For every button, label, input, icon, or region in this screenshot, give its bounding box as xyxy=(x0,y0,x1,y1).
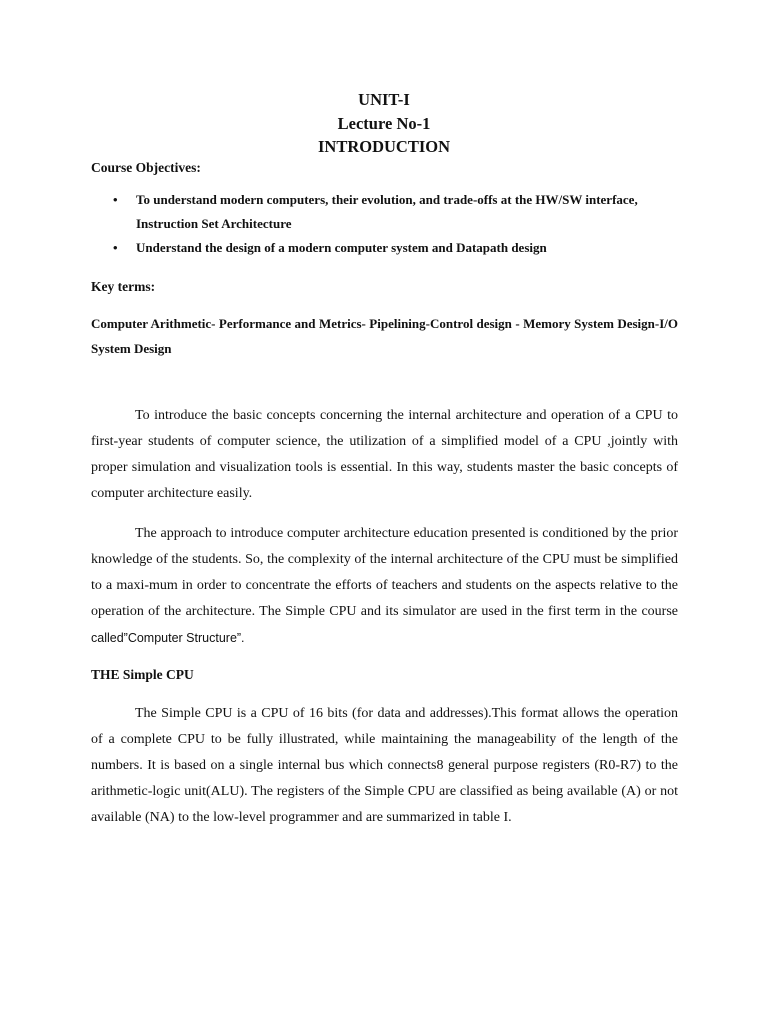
section-title: INTRODUCTION xyxy=(317,137,451,156)
simple-cpu-heading: THE Simple CPU xyxy=(91,667,194,682)
key-terms-heading: Key terms: xyxy=(91,279,156,294)
list-item xyxy=(91,188,691,236)
course-name-text: called”Computer Structure”. xyxy=(91,631,245,645)
key-terms-text: Computer Arithmetic- Performance and Metrics- Pipelining-Control design - Memory System Design-I/O System Design xyxy=(91,316,678,356)
bullet-icon: • xyxy=(113,192,118,207)
page-title-block xyxy=(0,88,768,159)
intro-paragraph xyxy=(91,403,678,507)
objective-text: To understand modern computers, their evolution, and trade-offs at the HW/SW interface, Instruction Set Architecture xyxy=(136,192,638,231)
objective-text: Understand the design of a modern computer system and Datapath design xyxy=(136,240,547,255)
paragraph-text: The Simple CPU is a CPU of 16 bits (for data and addresses).This format allows the operation of a complete CPU to be fully illustrated, while maintaining the manageability of the length of the numbers. It is based on a single internal bus which connects8 general purpose registers (R0-R7) to the arithmetic-logic unit(ALU). The registers of the Simple CPU are classified as being available (A) or not available (NA) to the low-level programmer and are summarized in table I. xyxy=(91,706,678,825)
simple-cpu-paragraph xyxy=(91,701,678,831)
unit-title: UNIT-I xyxy=(358,90,410,109)
objectives-list xyxy=(91,188,691,260)
course-objectives-heading: Course Objectives: xyxy=(91,160,201,175)
paragraph-text: To introduce the basic concepts concerning the internal architecture and operation of a CPU to first-year students of computer science, the utilization of a simplified model of a CPU ,jointly with proper simulation and visualization tools is essential. In this way, students master the basic concepts of computer architecture easily. xyxy=(91,408,678,501)
approach-paragraph xyxy=(91,521,678,652)
lecture-number: Lecture No-1 xyxy=(337,113,431,133)
bullet-icon: • xyxy=(113,240,118,255)
paragraph-text: The approach to introduce computer architecture education presented is conditioned by the prior knowledge of the students. So, the complexity of the internal architecture of the CPU must be simplified to a maxi-mum in order to concentrate the efforts of teachers and students on the aspects relative to the operation of the architecture. The Simple CPU and its simulator are used in the first term in the course xyxy=(91,526,678,619)
list-item xyxy=(91,236,691,260)
